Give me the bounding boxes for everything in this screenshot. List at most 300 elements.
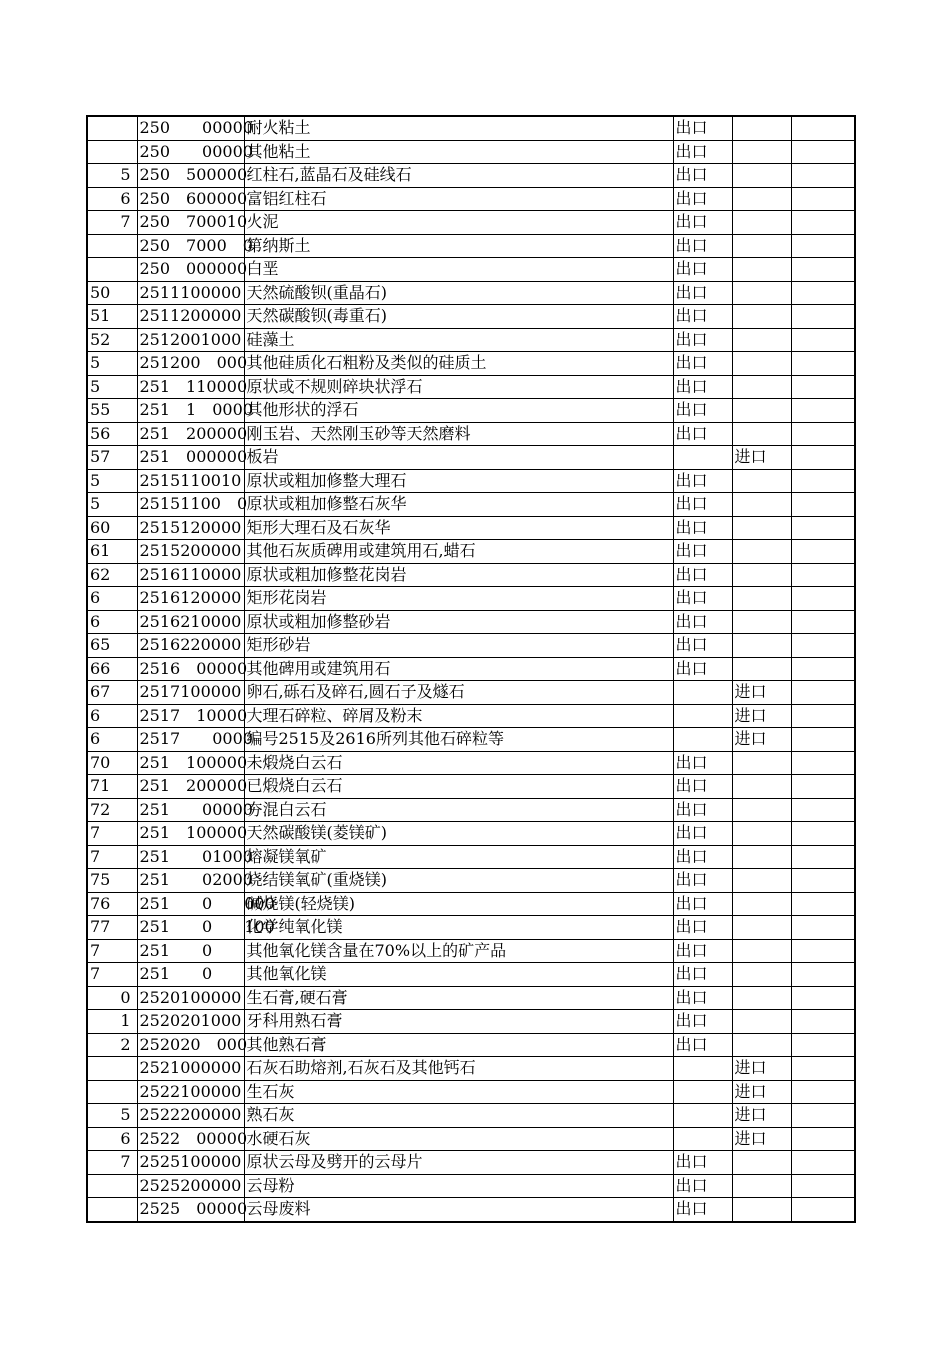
row-number-cell: 0 xyxy=(87,986,137,1010)
export-cell: 出口 xyxy=(673,892,732,916)
hs-code-cell: 251200 000 xyxy=(137,352,244,376)
product-name-cell: 其他熟石膏 xyxy=(244,1033,673,1057)
product-name-cell: 牙科用熟石膏 xyxy=(244,1010,673,1034)
export-cell: 出口 xyxy=(673,1033,732,1057)
extra-cell xyxy=(791,422,855,446)
product-name-cell: 矩形大理石及石灰华 xyxy=(244,516,673,540)
hs-code-cell: 250 7000 0 xyxy=(137,234,244,258)
row-number-cell: 51 xyxy=(87,305,137,329)
import-cell xyxy=(732,1174,791,1198)
table-row xyxy=(87,963,855,987)
import-cell xyxy=(732,258,791,282)
product-name-cell: 矩形砂岩 xyxy=(244,634,673,658)
row-number-cell: 7 xyxy=(87,939,137,963)
export-cell: 出口 xyxy=(673,375,732,399)
import-cell xyxy=(732,939,791,963)
hs-code-cell: 251 02000 xyxy=(137,869,244,893)
hs-code-cell: 2516110000 xyxy=(137,563,244,587)
extra-cell xyxy=(791,728,855,752)
extra-cell xyxy=(791,963,855,987)
row-number-cell: 55 xyxy=(87,399,137,423)
row-number-cell: 6 xyxy=(87,1127,137,1151)
row-number-cell: 6 xyxy=(87,610,137,634)
row-number-cell: 65 xyxy=(87,634,137,658)
hs-code-cell: 251 0 100 xyxy=(137,916,244,940)
export-cell xyxy=(673,446,732,470)
import-cell xyxy=(732,1033,791,1057)
import-cell: 进口 xyxy=(732,1080,791,1104)
row-number-cell: 72 xyxy=(87,798,137,822)
product-name-cell: 其他氧化镁含量在70%以上的矿产品 xyxy=(244,939,673,963)
export-cell: 出口 xyxy=(673,328,732,352)
extra-cell xyxy=(791,116,855,140)
row-number-cell: 60 xyxy=(87,516,137,540)
import-cell xyxy=(732,798,791,822)
extra-cell xyxy=(791,469,855,493)
import-cell xyxy=(732,822,791,846)
hs-code-cell: 250 00000 xyxy=(137,140,244,164)
table-row xyxy=(87,751,855,775)
import-cell xyxy=(732,986,791,1010)
product-name-cell: 其他硅质化石粗粉及类似的硅质土 xyxy=(244,352,673,376)
table-row xyxy=(87,1127,855,1151)
export-cell: 出口 xyxy=(673,164,732,188)
export-cell: 出口 xyxy=(673,1174,732,1198)
import-cell: 进口 xyxy=(732,446,791,470)
product-name-cell: 石灰石助熔剂,石灰石及其他钙石 xyxy=(244,1057,673,1081)
export-cell: 出口 xyxy=(673,845,732,869)
table-row xyxy=(87,258,855,282)
hs-code-cell: 2525100000 xyxy=(137,1151,244,1175)
hs-code-cell: 251 100000 xyxy=(137,751,244,775)
row-number-cell: 5 xyxy=(87,164,137,188)
hs-code-cell: 251 0 xyxy=(137,963,244,987)
extra-cell xyxy=(791,892,855,916)
export-cell: 出口 xyxy=(673,211,732,235)
row-number-cell: 7 xyxy=(87,822,137,846)
import-cell xyxy=(732,399,791,423)
import-cell: 进口 xyxy=(732,1104,791,1128)
row-number-cell xyxy=(87,140,137,164)
hs-code-cell: 2517 0000 xyxy=(137,728,244,752)
extra-cell xyxy=(791,399,855,423)
hs-code-cell: 2520100000 xyxy=(137,986,244,1010)
extra-cell xyxy=(791,375,855,399)
hs-code-cell: 251 200000 xyxy=(137,422,244,446)
table-row xyxy=(87,164,855,188)
export-cell: 出口 xyxy=(673,516,732,540)
product-name-cell: 其他形状的浮石 xyxy=(244,399,673,423)
hs-code-cell: 2517 10000 xyxy=(137,704,244,728)
row-number-cell: 7 xyxy=(87,845,137,869)
product-name-cell: 熔凝镁氧矿 xyxy=(244,845,673,869)
import-cell xyxy=(732,1151,791,1175)
import-cell xyxy=(732,352,791,376)
table-row xyxy=(87,892,855,916)
export-cell: 出口 xyxy=(673,116,732,140)
row-number-cell: 2 xyxy=(87,1033,137,1057)
import-cell: 进口 xyxy=(732,728,791,752)
hs-code-cell: 2522100000 xyxy=(137,1080,244,1104)
import-cell xyxy=(732,328,791,352)
extra-cell xyxy=(791,164,855,188)
product-name-cell: 白垩 xyxy=(244,258,673,282)
row-number-cell: 75 xyxy=(87,869,137,893)
export-cell: 出口 xyxy=(673,587,732,611)
extra-cell xyxy=(791,328,855,352)
extra-cell xyxy=(791,986,855,1010)
extra-cell xyxy=(791,563,855,587)
extra-cell xyxy=(791,1104,855,1128)
extra-cell xyxy=(791,305,855,329)
export-cell: 出口 xyxy=(673,281,732,305)
export-cell: 出口 xyxy=(673,140,732,164)
hs-code-cell: 252020 000 xyxy=(137,1033,244,1057)
hs-code-cell: 250 700010 xyxy=(137,211,244,235)
table-row xyxy=(87,916,855,940)
table-row xyxy=(87,375,855,399)
table-row xyxy=(87,728,855,752)
table-row xyxy=(87,469,855,493)
table-row xyxy=(87,352,855,376)
row-number-cell: 52 xyxy=(87,328,137,352)
product-name-cell: 大理石碎粒、碎屑及粉末 xyxy=(244,704,673,728)
row-number-cell xyxy=(87,116,137,140)
hs-code-cell: 251 01000 xyxy=(137,845,244,869)
row-number-cell xyxy=(87,1198,137,1222)
import-cell xyxy=(732,305,791,329)
product-name-cell: 烧结镁氧矿(重烧镁) xyxy=(244,869,673,893)
product-name-cell: 火泥 xyxy=(244,211,673,235)
table-row xyxy=(87,1033,855,1057)
hs-code-cell: 2520201000 xyxy=(137,1010,244,1034)
row-number-cell: 62 xyxy=(87,563,137,587)
extra-cell xyxy=(791,916,855,940)
hs-code-cell: 251 110000 xyxy=(137,375,244,399)
table-row xyxy=(87,1198,855,1222)
extra-cell xyxy=(791,258,855,282)
product-name-cell: 云母粉 xyxy=(244,1174,673,1198)
table-row xyxy=(87,140,855,164)
row-number-cell: 57 xyxy=(87,446,137,470)
export-cell xyxy=(673,1127,732,1151)
hs-code-cell: 25151100 0 xyxy=(137,493,244,517)
table-row xyxy=(87,1151,855,1175)
product-name-cell: 板岩 xyxy=(244,446,673,470)
extra-cell xyxy=(791,775,855,799)
product-name-cell: 天然碳酸镁(菱镁矿) xyxy=(244,822,673,846)
table-row xyxy=(87,187,855,211)
hs-code-cell: 251 1 0000 xyxy=(137,399,244,423)
hs-code-cell: 250 000000 xyxy=(137,258,244,282)
product-name-cell: 天然碳酸钡(毒重石) xyxy=(244,305,673,329)
hs-code-cell: 2516 00000 xyxy=(137,657,244,681)
row-number-cell: 5 xyxy=(87,1104,137,1128)
extra-cell xyxy=(791,869,855,893)
export-cell: 出口 xyxy=(673,187,732,211)
import-cell xyxy=(732,587,791,611)
product-name-cell: 其他粘土 xyxy=(244,140,673,164)
table-row xyxy=(87,1080,855,1104)
hs-code-cell: 2515200000 xyxy=(137,540,244,564)
import-cell xyxy=(732,963,791,987)
hs-code-cell: 2516210000 xyxy=(137,610,244,634)
product-name-cell: 天然硫酸钡(重晶石) xyxy=(244,281,673,305)
table-row xyxy=(87,634,855,658)
hs-code-cell: 250 500000 xyxy=(137,164,244,188)
row-number-cell: 76 xyxy=(87,892,137,916)
row-number-cell: 6 xyxy=(87,587,137,611)
export-cell: 出口 xyxy=(673,1198,732,1222)
import-cell xyxy=(732,234,791,258)
row-number-cell: 5 xyxy=(87,469,137,493)
extra-cell xyxy=(791,587,855,611)
export-cell: 出口 xyxy=(673,1010,732,1034)
table-row xyxy=(87,211,855,235)
row-number-cell: 1 xyxy=(87,1010,137,1034)
export-cell: 出口 xyxy=(673,775,732,799)
import-cell xyxy=(732,751,791,775)
row-number-cell xyxy=(87,1057,137,1081)
table-row xyxy=(87,845,855,869)
extra-cell xyxy=(791,634,855,658)
table-row xyxy=(87,822,855,846)
table-row xyxy=(87,493,855,517)
table-row xyxy=(87,775,855,799)
product-name-cell: 硅藻土 xyxy=(244,328,673,352)
export-cell: 出口 xyxy=(673,963,732,987)
row-number-cell: 5 xyxy=(87,352,137,376)
hs-code-cell: 2517100000 xyxy=(137,681,244,705)
row-number-cell: 50 xyxy=(87,281,137,305)
import-cell xyxy=(732,657,791,681)
export-cell xyxy=(673,1104,732,1128)
import-cell xyxy=(732,775,791,799)
table-body xyxy=(87,116,855,1222)
export-cell: 出口 xyxy=(673,540,732,564)
export-cell xyxy=(673,704,732,728)
row-number-cell: 6 xyxy=(87,728,137,752)
product-name-cell: 原状或粗加修整大理石 xyxy=(244,469,673,493)
extra-cell xyxy=(791,751,855,775)
hs-code-cell: 251 100000 xyxy=(137,822,244,846)
import-cell xyxy=(732,845,791,869)
product-name-cell: 耐火粘土 xyxy=(244,116,673,140)
hs-code-cell: 2515120000 xyxy=(137,516,244,540)
export-cell: 出口 xyxy=(673,258,732,282)
export-cell xyxy=(673,728,732,752)
row-number-cell: 7 xyxy=(87,211,137,235)
product-name-cell: 刚玉岩、天然刚玉砂等天然磨料 xyxy=(244,422,673,446)
extra-cell xyxy=(791,211,855,235)
extra-cell xyxy=(791,140,855,164)
extra-cell xyxy=(791,681,855,705)
product-name-cell: 夯混白云石 xyxy=(244,798,673,822)
export-cell: 出口 xyxy=(673,563,732,587)
hs-code-cell: 2525200000 xyxy=(137,1174,244,1198)
row-number-cell: 6 xyxy=(87,704,137,728)
export-cell: 出口 xyxy=(673,493,732,517)
product-name-cell: 其他碑用或建筑用石 xyxy=(244,657,673,681)
export-cell: 出口 xyxy=(673,1151,732,1175)
export-cell xyxy=(673,1057,732,1081)
export-cell: 出口 xyxy=(673,869,732,893)
export-cell: 出口 xyxy=(673,986,732,1010)
table-row xyxy=(87,446,855,470)
row-number-cell: 71 xyxy=(87,775,137,799)
product-name-cell: 第纳斯土 xyxy=(244,234,673,258)
table-row xyxy=(87,1010,855,1034)
export-cell: 出口 xyxy=(673,305,732,329)
table-row xyxy=(87,1174,855,1198)
table-row xyxy=(87,1104,855,1128)
extra-cell xyxy=(791,446,855,470)
hs-code-cell: 250 600000 xyxy=(137,187,244,211)
product-name-cell: 原状或粗加修整石灰华 xyxy=(244,493,673,517)
product-name-cell: 原状或粗加修整花岗岩 xyxy=(244,563,673,587)
extra-cell xyxy=(791,1151,855,1175)
extra-cell xyxy=(791,493,855,517)
product-name-cell: 其他氧化镁 xyxy=(244,963,673,987)
hs-code-cell: 2515110010 xyxy=(137,469,244,493)
extra-cell xyxy=(791,516,855,540)
extra-cell xyxy=(791,657,855,681)
row-number-cell xyxy=(87,1080,137,1104)
extra-cell xyxy=(791,845,855,869)
hs-code-cell: 251 0 xyxy=(137,939,244,963)
extra-cell xyxy=(791,234,855,258)
product-name-cell: 原状或不规则碎块状浮石 xyxy=(244,375,673,399)
row-number-cell: 77 xyxy=(87,916,137,940)
extra-cell xyxy=(791,798,855,822)
import-cell: 进口 xyxy=(732,1057,791,1081)
row-number-cell: 7 xyxy=(87,963,137,987)
hs-code-cell: 2521000000 xyxy=(137,1057,244,1081)
import-cell: 进口 xyxy=(732,1127,791,1151)
import-cell xyxy=(732,1198,791,1222)
import-cell xyxy=(732,469,791,493)
product-name-cell: 卵石,砾石及碎石,圆石子及燧石 xyxy=(244,681,673,705)
import-cell xyxy=(732,563,791,587)
product-name-cell: 熟石灰 xyxy=(244,1104,673,1128)
hs-code-cell: 2512001000 xyxy=(137,328,244,352)
row-number-cell: 5 xyxy=(87,493,137,517)
row-number-cell: 67 xyxy=(87,681,137,705)
export-cell: 出口 xyxy=(673,469,732,493)
table-row xyxy=(87,305,855,329)
hs-code-cell: 2525 00000 xyxy=(137,1198,244,1222)
table-row xyxy=(87,869,855,893)
hs-code-cell: 251 00000 xyxy=(137,798,244,822)
import-cell xyxy=(732,375,791,399)
table-row xyxy=(87,798,855,822)
extra-cell xyxy=(791,1080,855,1104)
extra-cell xyxy=(791,1010,855,1034)
export-cell xyxy=(673,1080,732,1104)
row-number-cell: 7 xyxy=(87,1151,137,1175)
row-number-cell xyxy=(87,234,137,258)
table-row xyxy=(87,610,855,634)
import-cell xyxy=(732,164,791,188)
extra-cell xyxy=(791,540,855,564)
export-cell: 出口 xyxy=(673,634,732,658)
product-name-cell: 碱烧镁(轻烧镁) xyxy=(244,892,673,916)
product-name-cell: 已煅烧白云石 xyxy=(244,775,673,799)
product-name-cell: 生石膏,硬石膏 xyxy=(244,986,673,1010)
import-cell: 进口 xyxy=(732,681,791,705)
extra-cell xyxy=(791,352,855,376)
row-number-cell: 6 xyxy=(87,187,137,211)
product-name-cell: 水硬石灰 xyxy=(244,1127,673,1151)
import-cell xyxy=(732,540,791,564)
product-name-cell: 未煅烧白云石 xyxy=(244,751,673,775)
table-row xyxy=(87,587,855,611)
import-cell xyxy=(732,916,791,940)
table-row xyxy=(87,399,855,423)
extra-cell xyxy=(791,610,855,634)
table-row xyxy=(87,1057,855,1081)
table-row xyxy=(87,681,855,705)
hs-code-cell: 251 000000 xyxy=(137,446,244,470)
row-number-cell xyxy=(87,258,137,282)
product-name-cell: 编号2515及2616所列其他石碎粒等 xyxy=(244,728,673,752)
extra-cell xyxy=(791,187,855,211)
import-cell: 进口 xyxy=(732,704,791,728)
export-cell: 出口 xyxy=(673,610,732,634)
import-cell xyxy=(732,869,791,893)
hs-code-cell: 251 0 000 xyxy=(137,892,244,916)
extra-cell xyxy=(791,1033,855,1057)
import-cell xyxy=(732,1010,791,1034)
product-name-cell: 红柱石,蓝晶石及硅线石 xyxy=(244,164,673,188)
product-name-cell: 其他石灰质碑用或建筑用石,蜡石 xyxy=(244,540,673,564)
hs-code-cell: 2511200000 xyxy=(137,305,244,329)
export-cell: 出口 xyxy=(673,798,732,822)
product-name-cell: 原状云母及劈开的云母片 xyxy=(244,1151,673,1175)
import-cell xyxy=(732,892,791,916)
extra-cell xyxy=(791,1057,855,1081)
table-row xyxy=(87,234,855,258)
extra-cell xyxy=(791,1127,855,1151)
export-cell: 出口 xyxy=(673,916,732,940)
export-cell: 出口 xyxy=(673,234,732,258)
table-row xyxy=(87,328,855,352)
table-row xyxy=(87,563,855,587)
row-number-cell xyxy=(87,1174,137,1198)
import-cell xyxy=(732,493,791,517)
product-name-cell: 化学纯氧化镁 xyxy=(244,916,673,940)
table-row xyxy=(87,657,855,681)
import-cell xyxy=(732,610,791,634)
export-cell: 出口 xyxy=(673,751,732,775)
extra-cell xyxy=(791,704,855,728)
hs-code-cell: 2516220000 xyxy=(137,634,244,658)
table-row xyxy=(87,540,855,564)
table-row xyxy=(87,939,855,963)
extra-cell xyxy=(791,1174,855,1198)
export-cell: 出口 xyxy=(673,822,732,846)
export-cell: 出口 xyxy=(673,657,732,681)
import-cell xyxy=(732,140,791,164)
hs-code-cell: 250 00000 xyxy=(137,116,244,140)
extra-cell xyxy=(791,939,855,963)
export-cell: 出口 xyxy=(673,422,732,446)
table-row xyxy=(87,986,855,1010)
row-number-cell: 61 xyxy=(87,540,137,564)
hs-code-cell: 2511100000 xyxy=(137,281,244,305)
product-name-cell: 云母废料 xyxy=(244,1198,673,1222)
table-row xyxy=(87,281,855,305)
